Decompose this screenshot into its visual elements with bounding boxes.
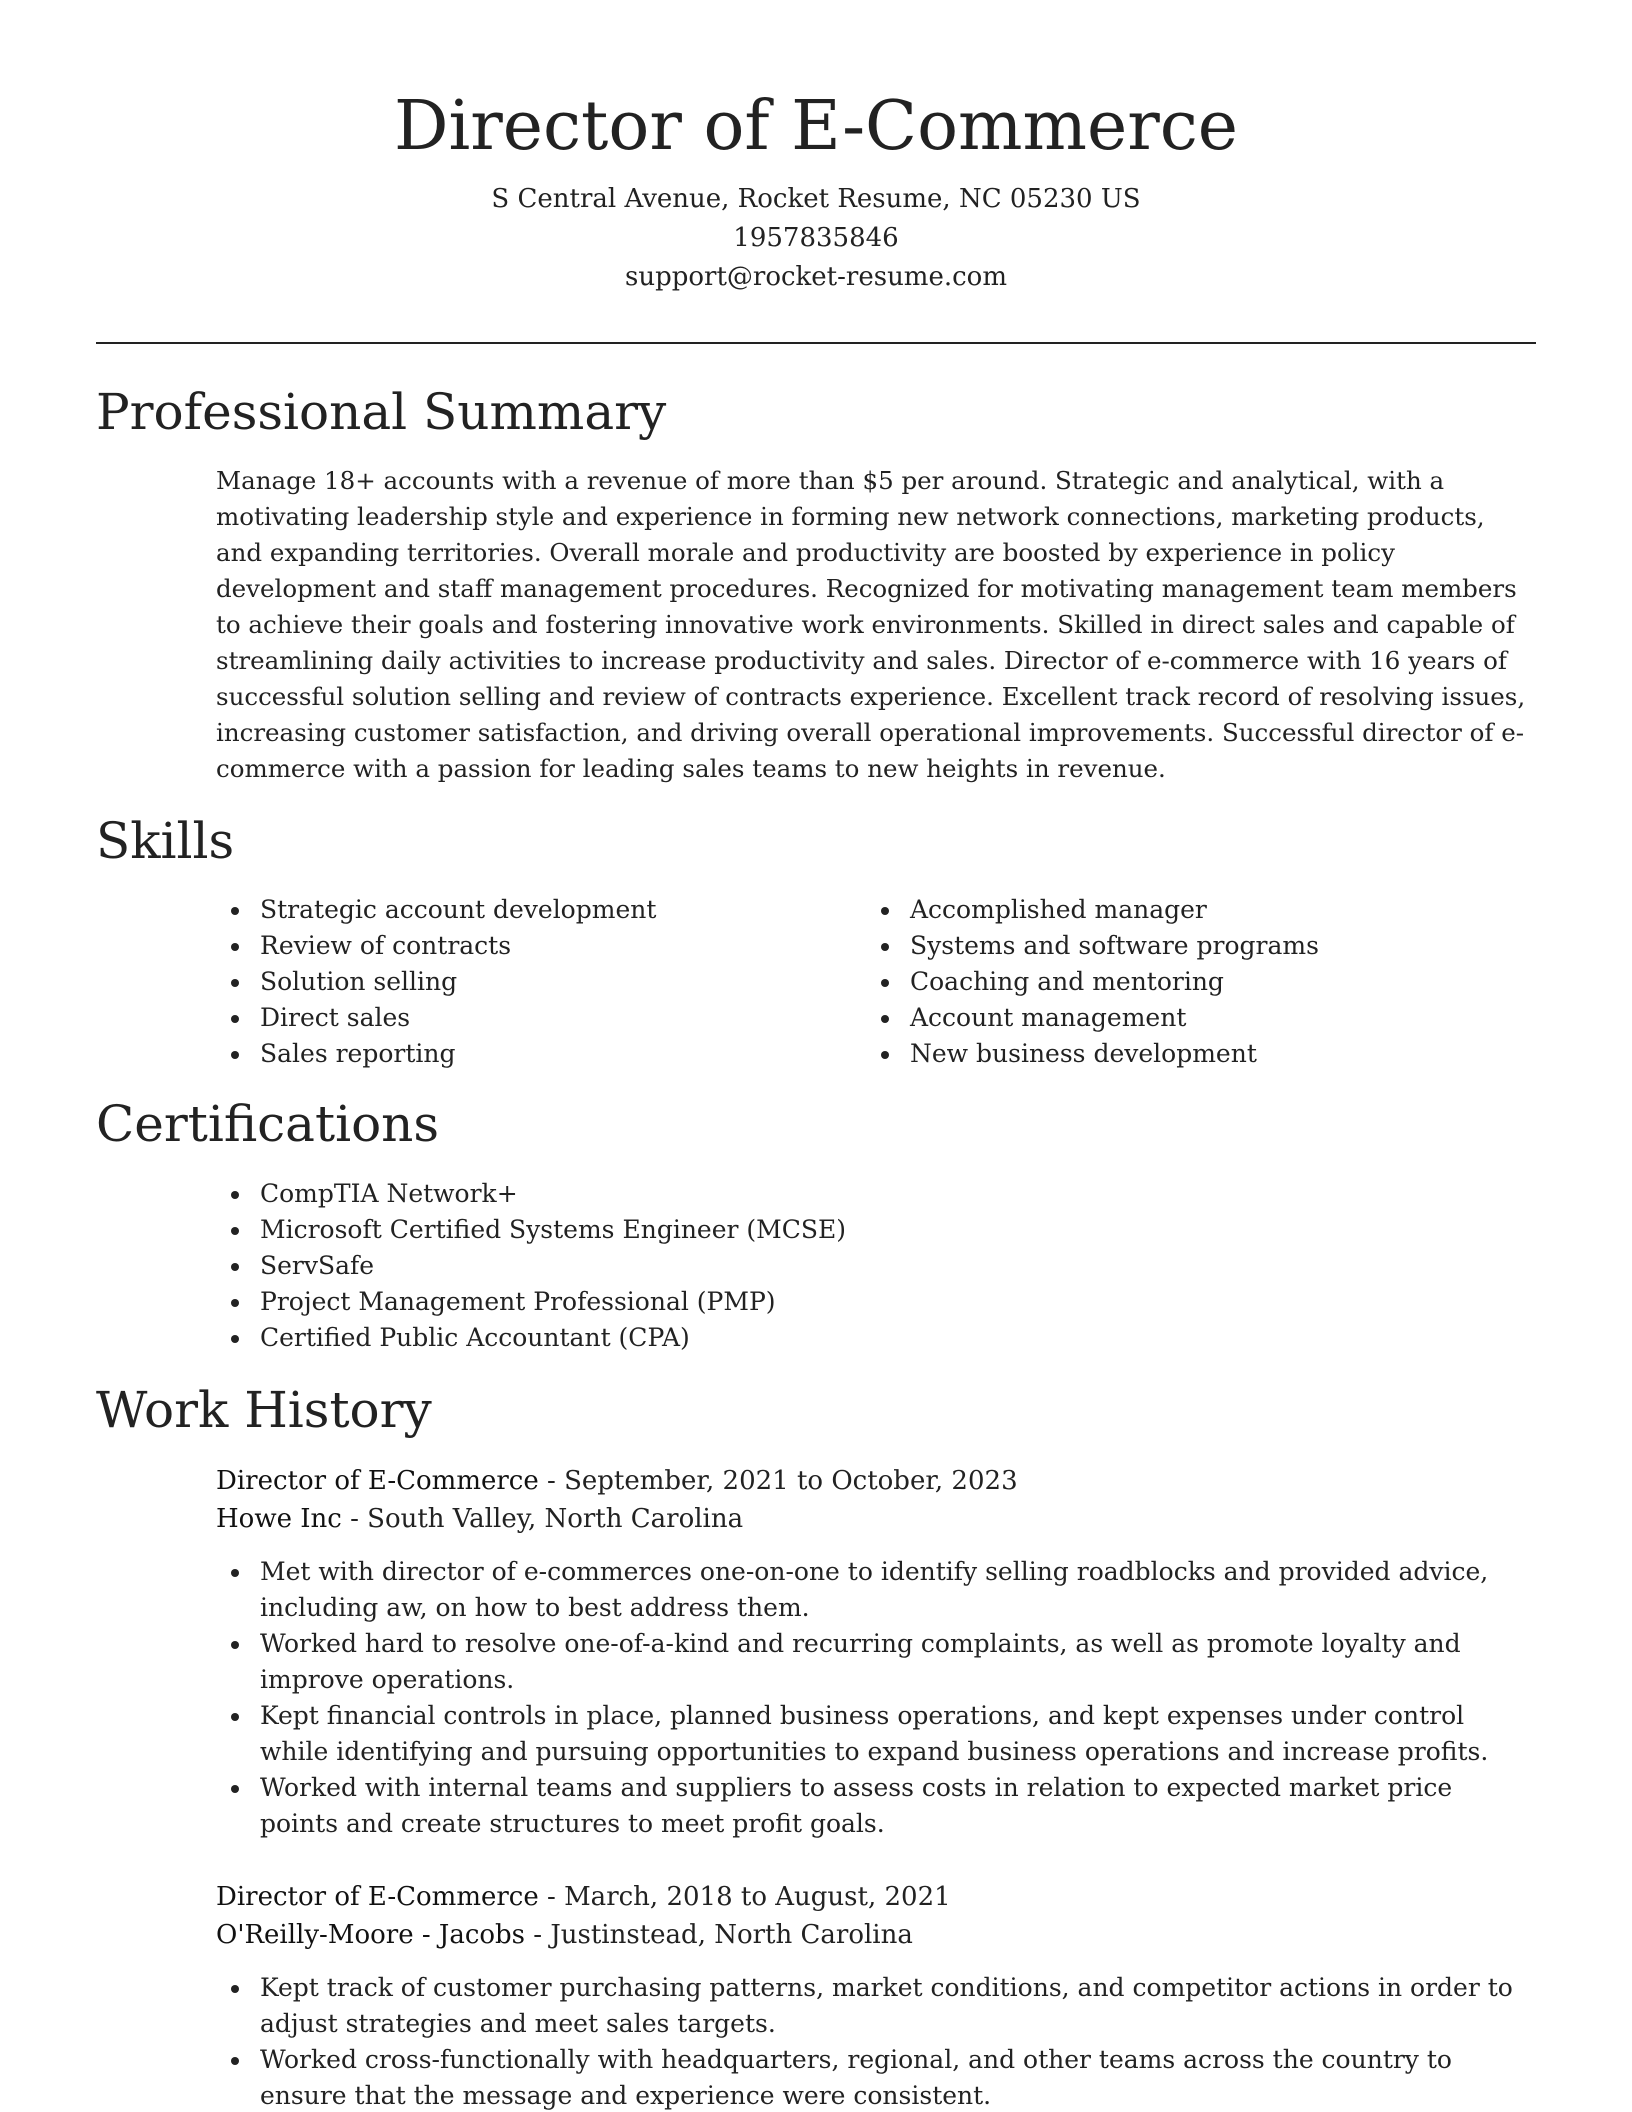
list-item: Systems and software programs xyxy=(866,928,1506,964)
job-dates: - September, 2021 to October, 2023 xyxy=(538,1466,1018,1496)
candidate-name: Director of E-Commerce xyxy=(393,87,1239,166)
list-item: CompTIA Network+ xyxy=(216,1176,1536,1212)
job-location: - Justinstead, North Carolina xyxy=(525,1920,913,1950)
list-item: New business development xyxy=(866,1036,1506,1072)
section-title-work-history: Work History xyxy=(96,1381,432,1439)
list-item: Project Management Professional (PMP) xyxy=(216,1284,1536,1320)
list-item: Direct sales xyxy=(216,1000,856,1036)
job-bullets xyxy=(216,1970,1536,2112)
job-bullets xyxy=(216,1554,1536,1842)
list-item: ServSafe xyxy=(216,1248,1536,1284)
list-item: Met with director of e-commerces one-on-one to identify selling roadblocks and provided advice, including aw, on how to best address them. xyxy=(216,1554,1536,1626)
job-dates: - March, 2018 to August, 2021 xyxy=(538,1882,951,1912)
list-item: Worked with internal teams and suppliers to assess costs in relation to expected market price points and create structures to meet profit goals. xyxy=(216,1770,1536,1842)
header-divider xyxy=(96,342,1536,344)
job-location: - South Valley, North Carolina xyxy=(341,1504,744,1534)
summary-text: Manage 18+ accounts with a revenue of more than $5 per around. Strategic and analytical, with a motivating leadership style and experience in forming new network connections, marketing products, and expanding territories. Overall morale and productivity are boosted by experience in policy development and staff management procedures. Recognized for motivating management team members to achieve their goals and fostering innovative work environments. Skilled in direct sales and capable of streamlining daily activities to increase productivity and sales. Director of e-commerce with 16 years of successful solution selling and review of contracts experience. Excellent track record of resolving issues, increasing customer satisfaction, and driving overall operational improvements. Successful director of e-commerce with a passion for leading sales teams to new heights in revenue. xyxy=(216,466,1526,783)
job-entry xyxy=(216,1878,1536,2112)
job-title: Director of E-Commerce xyxy=(216,1882,539,1912)
list-item: Account management xyxy=(866,1000,1506,1036)
list-item: Strategic account development xyxy=(216,892,856,928)
job-title-line xyxy=(216,1878,1536,1916)
job-company-line xyxy=(216,1916,1536,1954)
list-item: Accomplished manager xyxy=(866,892,1506,928)
list-item: Worked cross-functionally with headquarters, regional, and other teams across the country to ensure that the message and experience were consistent. xyxy=(216,2042,1536,2112)
section-title-summary: Professional Summary xyxy=(96,383,667,441)
list-item: Microsoft Certified Systems Engineer (MCSE) xyxy=(216,1212,1536,1248)
list-item: Sales reporting xyxy=(216,1036,856,1072)
skills-list-left xyxy=(216,892,856,1072)
certifications-list xyxy=(216,1176,1536,1356)
job-entry xyxy=(216,1462,1536,1842)
job-company-line xyxy=(216,1500,1536,1538)
job-title: Director of E-Commerce xyxy=(216,1466,539,1496)
list-item: Certified Public Accountant (CPA) xyxy=(216,1320,1536,1356)
list-item: Kept track of customer purchasing patterns, market conditions, and competitor actions in order to adjust strategies and meet sales targets. xyxy=(216,1970,1536,2042)
list-item: Review of contracts xyxy=(216,928,856,964)
section-title-skills: Skills xyxy=(96,812,235,870)
resume-header xyxy=(0,84,1632,297)
section-title-certifications: Certifications xyxy=(96,1095,440,1153)
list-item: Coaching and mentoring xyxy=(866,964,1506,1000)
list-item: Kept financial controls in place, planned business operations, and kept expenses under control while identifying and pursuing opportunities to expand business operations and increase profits. xyxy=(216,1698,1536,1770)
list-item: Solution selling xyxy=(216,964,856,1000)
skills-list-right xyxy=(866,892,1506,1072)
job-company: O'Reilly-Moore - Jacobs xyxy=(216,1920,526,1950)
contact-email: support@rocket-resume.com xyxy=(624,262,1007,292)
job-company: Howe Inc xyxy=(216,1504,342,1534)
job-title-line xyxy=(216,1462,1536,1500)
contact-phone: 1957835846 xyxy=(733,223,899,253)
contact-address: S Central Avenue, Rocket Resume, NC 05230 US xyxy=(491,184,1141,214)
list-item: Worked hard to resolve one-of-a-kind and recurring complaints, as well as promote loyalty and improve operations. xyxy=(216,1626,1536,1698)
